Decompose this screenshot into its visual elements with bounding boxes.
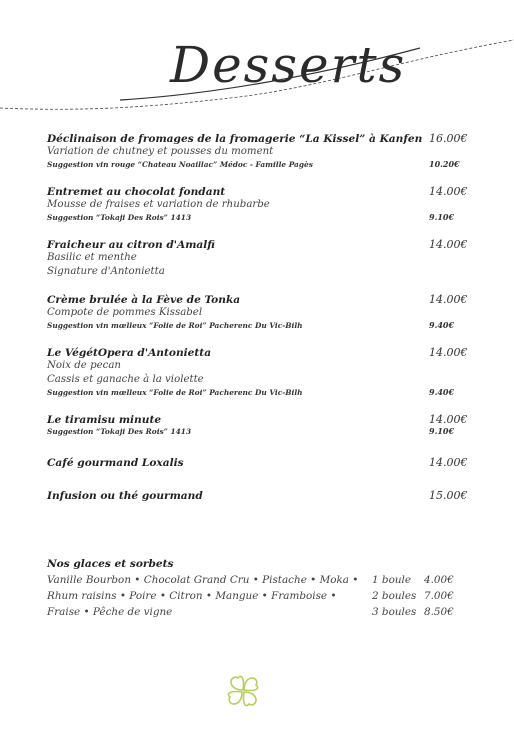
item-name: Déclinaison de fromages de la fromagerie “La Kissel” à Kanfen — [47, 133, 423, 145]
menu-item — [47, 293, 477, 332]
dessert-list — [47, 132, 477, 512]
menu-item — [47, 346, 477, 399]
item-name: Le tiramisu minute — [47, 414, 162, 426]
list-item — [47, 572, 477, 588]
menu-item — [47, 456, 477, 469]
item-price: 14.00€ — [429, 456, 468, 469]
item-description: Noix de pecan — [47, 360, 121, 371]
wine-suggestion: Suggestion vin mœlleux “Folie de Roi” Pacherenc Du Vic-Bilh — [47, 321, 303, 330]
scoop-price: 4.00€ — [424, 574, 454, 586]
menu-item — [47, 238, 477, 279]
flavor-list: Fraise • Pêche de vigne — [47, 606, 173, 618]
item-description: Signature d'Antonietta — [47, 266, 165, 277]
wine-suggestion: Suggestion vin mœlleux “Folie de Roi” Pacherenc Du Vic-Bilh — [47, 388, 303, 397]
wine-suggestion: Suggestion “Tokaji Des Rois” 1413 — [47, 213, 192, 222]
wine-price: 9.40€ — [429, 320, 455, 330]
item-description: Mousse de fraises et variation de rhubarbe — [47, 199, 270, 210]
item-price: 15.00€ — [429, 489, 468, 502]
item-price: 14.00€ — [429, 413, 468, 426]
list-item — [47, 588, 477, 604]
wine-price: 10.20€ — [429, 159, 460, 169]
item-description: Cassis et ganache à la violette — [47, 374, 204, 385]
item-price: 14.00€ — [429, 185, 468, 198]
item-name: Fraicheur au citron d'Amalfi — [47, 239, 215, 251]
item-name: Entremet au chocolat fondant — [47, 186, 226, 198]
section-heading: Nos glaces et sorbets — [47, 558, 174, 570]
scoop-count: 1 boule — [372, 574, 411, 586]
wine-price: 9.40€ — [429, 387, 455, 397]
item-name: Café gourmand Loxalis — [47, 457, 184, 469]
menu-item — [47, 413, 477, 438]
menu-item — [47, 489, 477, 502]
item-price: 16.00€ — [429, 132, 468, 145]
item-name: Crème brulée à la Fève de Tonka — [47, 294, 241, 306]
item-price: 14.00€ — [429, 346, 468, 359]
scoop-count: 3 boules — [372, 606, 417, 618]
item-name: Infusion ou thé gourmand — [47, 490, 203, 502]
list-item — [47, 604, 477, 620]
menu-item — [47, 185, 477, 224]
item-price: 14.00€ — [429, 238, 468, 251]
wine-suggestion: Suggestion vin rouge “Chateau Noaillac” Médoc - Famille Pagès — [47, 160, 313, 169]
item-description: Basilic et menthe — [47, 252, 137, 263]
wine-price: 9.10€ — [429, 212, 455, 222]
scoop-count: 2 boules — [372, 590, 417, 602]
clover-logo-icon — [225, 673, 261, 709]
page-title: Desserts — [170, 36, 407, 94]
item-price: 14.00€ — [429, 293, 468, 306]
item-name: Le VégétOpera d'Antonietta — [47, 347, 212, 359]
wine-price: 9.10€ — [429, 426, 455, 436]
menu-item — [47, 132, 477, 171]
scoop-price: 7.00€ — [424, 590, 454, 602]
flavor-list: Vanille Bourbon • Chocolat Grand Cru • Pistache • Moka • — [47, 574, 359, 586]
ice-cream-section — [47, 558, 477, 620]
item-description: Variation de chutney et pousses du moment — [47, 146, 274, 157]
wine-suggestion: Suggestion “Tokaji Des Rois” 1413 — [47, 427, 192, 436]
item-description: Compote de pommes Kissabel — [47, 307, 203, 318]
scoop-price: 8.50€ — [424, 606, 454, 618]
flavor-list: Rhum raisins • Poire • Citron • Mangue • Framboise • — [47, 590, 337, 602]
